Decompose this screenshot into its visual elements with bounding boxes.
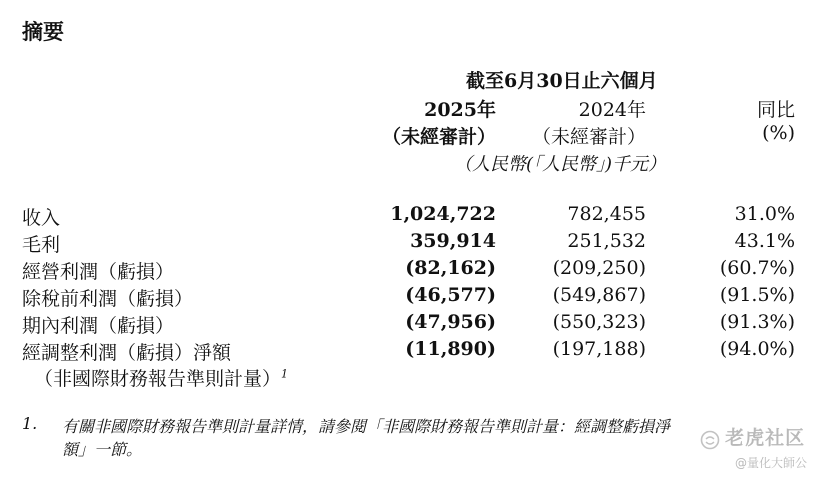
value-yoy: (91.5%) bbox=[719, 284, 795, 306]
page-title: 摘要 bbox=[22, 20, 64, 44]
value-2024: 782,455 bbox=[567, 203, 646, 225]
column-sub-2025: （未經審計） bbox=[381, 126, 496, 148]
value-2024: (209,250) bbox=[552, 257, 646, 279]
value-yoy: (91.3%) bbox=[719, 311, 795, 333]
footnote-line-1: 有關非國際財務報告準則計量詳情，請參閱「非國際財務報告準則計量：經調整虧損淨 bbox=[62, 417, 671, 436]
column-sub-2024: （未經審計） bbox=[531, 126, 646, 148]
row-label: 經調整利潤（虧損）淨額 bbox=[22, 342, 232, 364]
value-2024: 251,532 bbox=[567, 230, 646, 252]
value-yoy: (94.0%) bbox=[719, 338, 795, 360]
column-header-2024: 2024年 bbox=[578, 99, 646, 121]
row-label: 經營利潤（虧損） bbox=[22, 261, 175, 283]
value-2025: (47,956) bbox=[405, 311, 496, 333]
value-2024: (550,323) bbox=[552, 311, 646, 333]
row-note-text: （非國際財務報告準則計量） bbox=[34, 368, 282, 390]
value-yoy: 31.0% bbox=[734, 203, 795, 225]
column-header-yoy: 同比 bbox=[756, 99, 795, 121]
period-header: 截至6月30日止六個月 bbox=[466, 70, 658, 92]
footnote-marker: 1 bbox=[281, 367, 289, 381]
value-2024: (197,188) bbox=[552, 338, 646, 360]
tiger-logo-icon bbox=[700, 430, 720, 450]
watermark-brand: 老虎社区 bbox=[725, 427, 806, 449]
value-2025: (46,577) bbox=[405, 284, 496, 306]
watermark-handle: @量化大師公 bbox=[735, 456, 808, 470]
unit-label: （人民幣(「人民幣」)千元） bbox=[454, 154, 667, 175]
column-sub-yoy: (%) bbox=[762, 122, 795, 144]
column-header-2025: 2025年 bbox=[424, 99, 496, 121]
row-label: 毛利 bbox=[22, 234, 61, 256]
footnote-number: 1. bbox=[22, 414, 38, 433]
value-2025: 359,914 bbox=[410, 230, 496, 252]
value-yoy: (60.7%) bbox=[719, 257, 795, 279]
watermark bbox=[700, 423, 805, 450]
footnote-line-2: 額」一節。 bbox=[62, 440, 143, 459]
value-yoy: 43.1% bbox=[734, 230, 795, 252]
row-label: 收入 bbox=[22, 207, 61, 229]
row-label: 除稅前利潤（虧損） bbox=[22, 288, 194, 310]
value-2025: (11,890) bbox=[405, 338, 496, 360]
value-2025: 1,024,722 bbox=[390, 203, 496, 225]
value-2024: (549,867) bbox=[552, 284, 646, 306]
row-note bbox=[34, 364, 288, 391]
value-2025: (82,162) bbox=[405, 257, 496, 279]
row-label: 期內利潤（虧損） bbox=[22, 315, 175, 337]
